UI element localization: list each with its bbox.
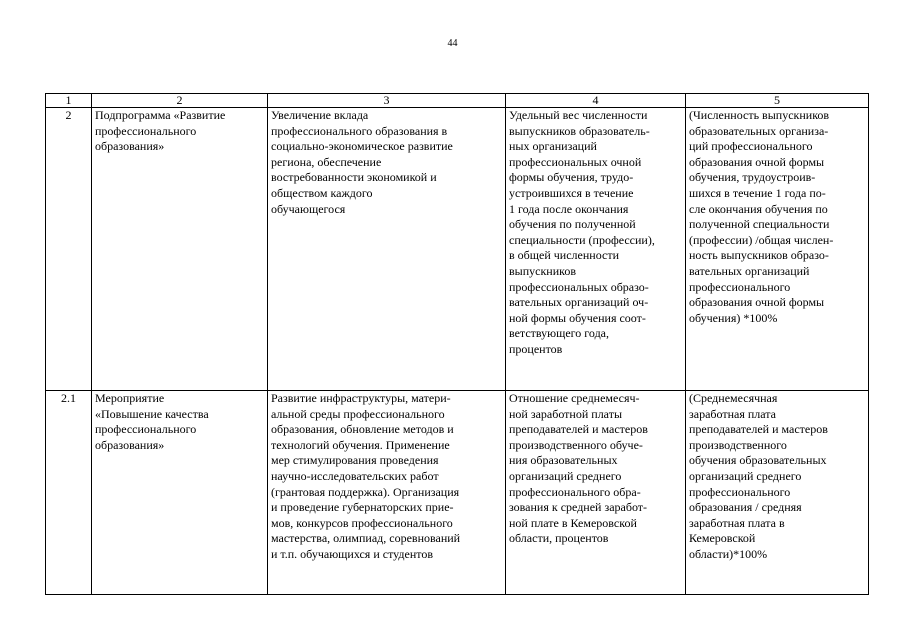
cell-text-line: Подпрограмма «Развитие: [95, 108, 226, 122]
cell-text-line: обучения) *100%: [689, 310, 778, 325]
cell-text-line: обучения образовательных: [689, 453, 827, 468]
cell-text-line: профессионального: [689, 484, 791, 499]
cell-text-line: ния образовательных: [509, 453, 618, 468]
cell-text-line: мер стимулирования проведения: [271, 453, 439, 468]
cell-text-line: образования, обновление методов и: [271, 422, 454, 437]
cell-text-line: ность выпускников образо-: [689, 248, 829, 263]
cell-text-line: технологий обучения. Применение: [271, 437, 450, 452]
cell-text-line: Кемеровской: [689, 531, 756, 546]
cell-text-line: обществом каждого: [271, 185, 373, 200]
cell-text-line: вательных организаций: [689, 263, 810, 278]
indicator-cell: [506, 391, 686, 595]
cell-text-line: заработная плата в: [689, 515, 785, 530]
cell-text-line: образования»: [95, 437, 165, 452]
program-table: [45, 93, 869, 595]
cell-text-line: (Численность выпускников: [689, 108, 830, 122]
cell-text-line: ной формы обучения соот-: [509, 310, 646, 325]
cell-text-line: заработная плата: [689, 406, 776, 421]
cell-text-line: преподавателей и мастеров: [509, 422, 648, 437]
cell-text-line: ной заработной платы: [509, 406, 623, 421]
table-row: [46, 391, 869, 595]
cell-text-line: преподавателей и мастеров: [689, 422, 828, 437]
cell-text-line: области)*100%: [689, 546, 768, 561]
cell-text-line: (грантовая поддержка). Организация: [271, 484, 460, 499]
cell-text-line: профессиональных очной: [509, 154, 642, 169]
cell-text-line: Отношение среднемесяч-: [509, 391, 640, 405]
header-cell-3: 3: [268, 94, 506, 108]
cell-text-line: мов, конкурсов профессионального: [271, 515, 453, 530]
cell-text-line: региона, обеспечение: [271, 154, 382, 169]
cell-text-line: ветствующего года,: [509, 326, 610, 341]
cell-text-line: мастерства, олимпиад, соревнований: [271, 531, 461, 546]
cell-text-line: профессионального обра-: [509, 484, 641, 499]
cell-text-line: (Среднемесячная: [689, 391, 778, 405]
cell-text-line: 1 года после окончания: [509, 201, 629, 216]
cell-text-line: обучения по полученной: [509, 217, 636, 232]
cell-text-line: производственного: [689, 437, 787, 452]
cell-text-line: образования / средняя: [689, 500, 802, 515]
cell-text-line: процентов: [509, 341, 563, 356]
goal-cell: [268, 108, 506, 391]
table-header-row: [46, 94, 869, 108]
program-name-cell: [92, 108, 268, 391]
formula-cell: [686, 391, 869, 595]
cell-text-line: в общей численности: [509, 248, 619, 263]
cell-text-line: Увеличение вклада: [271, 108, 369, 122]
row-number: 2.1: [46, 391, 92, 595]
cell-text-line: ной плате в Кемеровской: [509, 515, 637, 530]
cell-text-line: производственного обуче-: [509, 437, 643, 452]
cell-text-line: специальности (профессии),: [509, 232, 655, 247]
cell-text-line: образования»: [95, 139, 165, 154]
cell-text-line: вательных организаций оч-: [509, 295, 649, 310]
cell-text-line: Удельный вес численности: [509, 108, 648, 122]
header-cell-4: 4: [506, 94, 686, 108]
cell-text-line: шихся в течение 1 года по-: [689, 185, 826, 200]
cell-text-line: ных организаций: [509, 139, 597, 154]
cell-text-line: «Повышение качества: [95, 406, 209, 421]
cell-text-line: профессионального: [95, 422, 197, 437]
cell-text-line: образования очной формы: [689, 295, 825, 310]
cell-text-line: Мероприятие: [95, 391, 165, 405]
cell-text-line: образования очной формы: [689, 154, 825, 169]
cell-text-line: организаций среднего: [689, 468, 802, 483]
cell-text-line: обучающегося: [271, 201, 346, 216]
cell-text-line: альной среды профессионального: [271, 406, 445, 421]
cell-text-line: зования к средней заработ-: [509, 500, 648, 515]
cell-text-line: образовательных организа-: [689, 123, 829, 138]
cell-text-line: обучения, трудоустроив-: [689, 170, 816, 185]
cell-text-line: выпускников: [509, 263, 577, 278]
formula-cell: [686, 108, 869, 391]
cell-text-line: организаций среднего: [509, 468, 622, 483]
cell-text-line: (профессии) /общая числен-: [689, 232, 834, 247]
row-number: 2: [46, 108, 92, 391]
cell-text-line: сле окончания обучения по: [689, 201, 828, 216]
cell-text-line: устроившихся в течение: [509, 185, 634, 200]
cell-text-line: Развитие инфраструктуры, матери-: [271, 391, 451, 405]
cell-text-line: социально-экономическое развитие: [271, 139, 453, 154]
header-cell-5: 5: [686, 94, 869, 108]
goal-cell: [268, 391, 506, 595]
header-cell-1: 1: [46, 94, 92, 108]
cell-text-line: выпускников образователь-: [509, 123, 650, 138]
cell-text-line: профессиональных образо-: [509, 279, 649, 294]
indicator-cell: [506, 108, 686, 391]
cell-text-line: ций профессионального: [689, 139, 813, 154]
table-row: [46, 108, 869, 391]
cell-text-line: профессионального: [95, 123, 197, 138]
cell-text-line: профессионального образования в: [271, 123, 448, 138]
cell-text-line: востребованности экономикой и: [271, 170, 437, 185]
header-cell-2: 2: [92, 94, 268, 108]
cell-text-line: полученной специальности: [689, 217, 830, 232]
program-name-cell: [92, 391, 268, 595]
cell-text-line: профессионального: [689, 279, 791, 294]
cell-text-line: формы обучения, трудо-: [509, 170, 634, 185]
page-number: 44: [447, 38, 458, 49]
cell-text-line: и проведение губернаторских прие-: [271, 500, 454, 515]
cell-text-line: научно-исследовательских работ: [271, 468, 439, 483]
cell-text-line: и т.п. обучающихся и студентов: [271, 546, 434, 561]
cell-text-line: области, процентов: [509, 531, 609, 546]
